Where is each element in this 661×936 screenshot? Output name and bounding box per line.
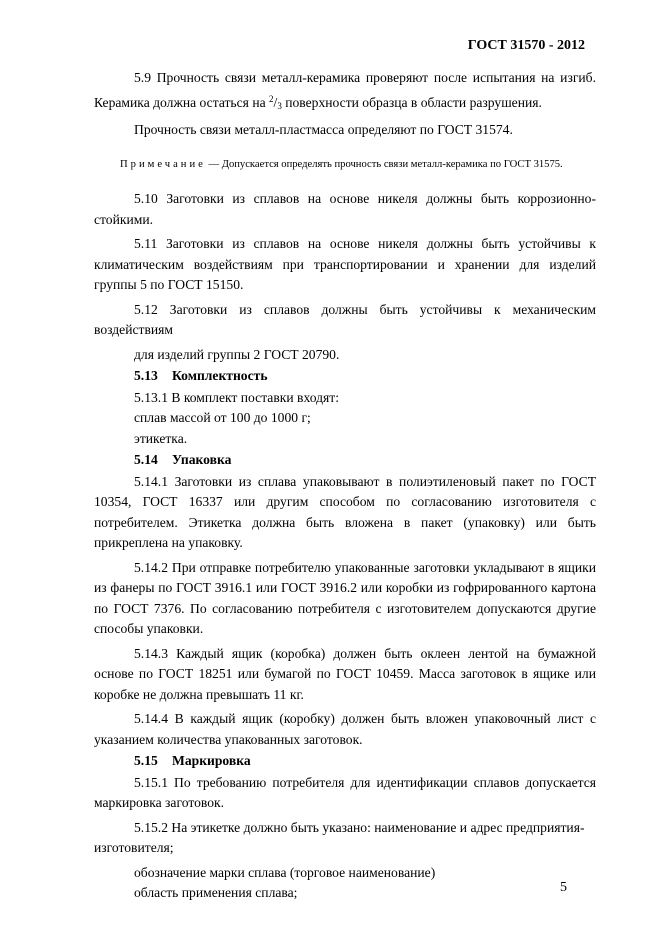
fraction-numerator: 2	[269, 93, 274, 104]
paragraph-5-14-3: 5.14.3 Каждый ящик (коробка) должен быть оклеен лентой на бумажной основе по ГОСТ 18251 или бумагой по ГОСТ 10459. Масса заготовок в ящике или коробке не должна превышать 11 кг.	[94, 645, 596, 702]
paragraph-5-10: 5.10 Заготовки из сплавов на основе никеля должны быть коррозионно-стойкими.	[94, 191, 596, 227]
paragraph-5-9-text-a: 5.9 Прочность связи металл-керамика проверяют после испытания на изгиб. Керамика должна остаться на	[94, 70, 596, 110]
page-number: 5	[560, 880, 567, 895]
section-title: Упаковка	[172, 452, 232, 467]
paragraph-5-14-4: 5.14.4 В каждый ящик (коробку) должен быть вложен упаковочный лист с указанием количества упакованных заготовок.	[94, 711, 596, 747]
paragraph-5-12-cont: для изделий группы 2 ГОСТ 20790.	[134, 346, 340, 362]
note-label: Примечание	[120, 158, 206, 170]
paragraph-5-9-plastic: Прочность связи металл-пластмасса определяют по ГОСТ 31574.	[134, 122, 513, 137]
list-item: область применения сплава;	[134, 885, 298, 900]
section-heading-5-15	[94, 751, 596, 772]
document-code-header: ГОСТ 31570 - 2012	[467, 38, 585, 53]
paragraph-5-12: 5.12 Заготовки из сплавов должны быть устойчивы к механическим воздействиям	[94, 301, 596, 337]
paragraph-5-14-1: 5.14.1 Заготовки из сплава упаковывают в полиэтиленовый пакет по ГОСТ 10354, ГОСТ 16337 или другим способом по согласованию изготовителя с потребителем. Этикетка должна быть вложена в пакет (упаковку) или быть прикреплена на упаковку.	[94, 473, 596, 550]
section-title: Маркировка	[172, 753, 251, 768]
paragraph-5-15-2: 5.15.2 На этикетке должно быть указано: наименование и адрес предприятия-изготовителя;	[94, 819, 585, 855]
list-item: этикетка.	[134, 430, 188, 446]
paragraph-5-15-1: 5.15.1 По требованию потребителя для идентификации сплавов допускается маркировка заготовок.	[94, 774, 596, 810]
paragraph-5-14-2: 5.14.2 При отправке потребителю упакованные заготовки укладывают в ящики из фанеры по ГОСТ 3916.1 или ГОСТ 3916.2 или коробки из гофрированного картона по ГОСТ 7376. По согласованию потребителя с изготовителем допускаются другие способы упаковки.	[94, 559, 596, 636]
note-text: — Допускается определять прочность связи металл-керамика по ГОСТ 31575.	[205, 158, 563, 170]
note	[94, 155, 596, 176]
section-title: Комплектность	[172, 368, 268, 383]
section-number: 5.14	[134, 452, 158, 467]
section-heading-5-13	[94, 366, 596, 387]
paragraph-5-13-1: 5.13.1 В комплект поставки входят:	[134, 389, 340, 405]
fraction-denominator: 3	[277, 100, 282, 111]
section-heading-5-14	[94, 450, 596, 471]
page-content	[94, 68, 596, 904]
list-item: сплав массой от 100 до 1000 г;	[134, 410, 311, 425]
paragraph-5-9-text-b: поверхности образца в области разрушения.	[281, 94, 542, 110]
paragraph-5-9: 5.9 Прочность связи металл-керамика проверяют после испытания на изгиб. Керамика должна остаться на $^2$/3 поверхности образца в области разрушения.	[94, 70, 596, 111]
paragraph-5-11: 5.11 Заготовки из сплавов на основе никеля должны быть устойчивы к климатическим воздействиям при транспортировании и хранении для изделий группы 5 по ГОСТ 15150.	[94, 236, 596, 292]
section-number: 5.13	[134, 368, 158, 383]
section-number: 5.15	[134, 753, 158, 768]
list-item: обозначение марки сплава (торговое наименование)	[134, 864, 436, 880]
